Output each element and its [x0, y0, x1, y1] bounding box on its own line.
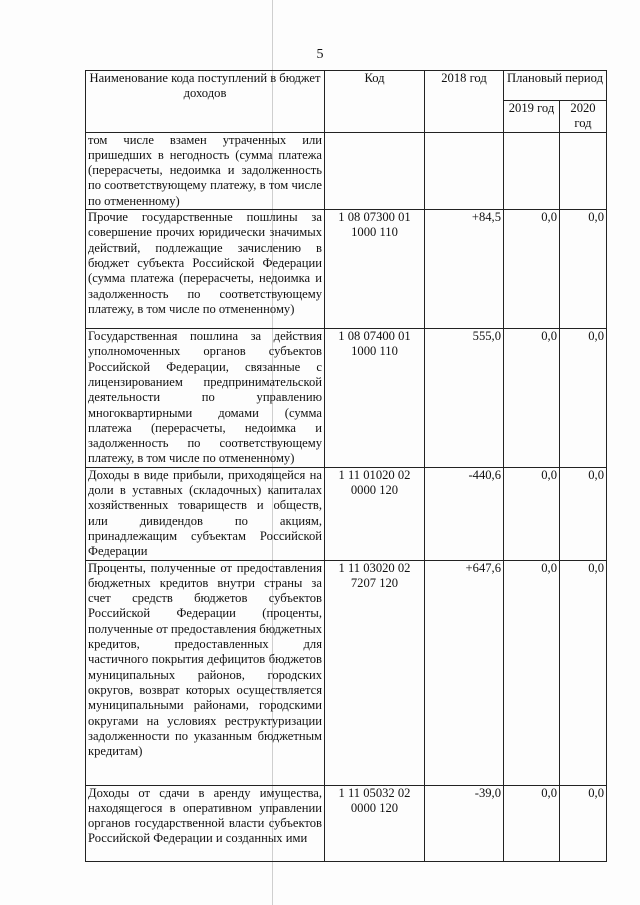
revenue-code: 1 11 01020 02 0000 120 [325, 467, 425, 560]
value-2020: 0,0 [560, 467, 607, 560]
value-2020: 0,0 [560, 329, 607, 468]
value-2019: 0,0 [504, 560, 560, 785]
value-2018: 555,0 [425, 329, 504, 468]
revenue-code [325, 132, 425, 209]
page-number: 5 [316, 47, 324, 62]
revenue-code: 1 11 03020 02 7207 120 [325, 560, 425, 785]
value-2018: -440,6 [425, 467, 504, 560]
revenue-code: 1 11 05032 02 0000 120 [325, 785, 425, 861]
value-2020: 0,0 [560, 785, 607, 861]
value-2019: 0,0 [504, 329, 560, 468]
revenue-code: 1 08 07400 01 1000 110 [325, 329, 425, 468]
value-2020: 0,0 [560, 560, 607, 785]
header-code: Код [325, 71, 425, 133]
table-row [86, 785, 607, 861]
table-row [86, 467, 607, 560]
revenue-name: Государственная пошлина за действия уполномоченных органов субъектов Российской Федерации, связанные с лицензированием предпринимательской деятельности по управлению многоквартирными домами (сумма платежа (перерасчеты, недоимка и задолженность по соответствующему платежу, в том числе по отмененному) [86, 329, 325, 468]
revenue-name: Доходы в виде прибыли, приходящейся на доли в уставных (складочных) капиталах хозяйственных товариществ и обществ, или дивидендов по акциям, принадлежащим субъектам Российской Федерации [86, 467, 325, 560]
value-2018: +647,6 [425, 560, 504, 785]
value-2019 [504, 132, 560, 209]
table-row [86, 560, 607, 785]
value-2018 [425, 132, 504, 209]
revenue-table [85, 70, 607, 862]
revenue-name: Проценты, полученные от предоставления бюджетных кредитов внутри страны за счет средств бюджетов субъектов Российской Федерации (проценты, полученные от предоставления бюджетных кредитов, предоставленных для частичного покрытия дефицитов бюджетов муниципальных районов, городских округов, возврат которых осуществляется муниципальными районами, городскими округами на условиях реструктуризации задолженности по указанным бюджетным кредитам) [86, 560, 325, 785]
table-row [86, 132, 607, 209]
value-2020: 0,0 [560, 210, 607, 329]
revenue-code: 1 08 07300 01 1000 110 [325, 210, 425, 329]
revenue-name: Прочие государственные пошлины за совершение прочих юридически значимых действий, подлежащие зачислению в бюджет субъекта Российской Федерации (сумма платежа (перерасчеты, недоимка и задолженность по соответствующему платежу, в том числе по отмененному) [86, 210, 325, 329]
header-planned-period: Плановый период [504, 71, 607, 101]
value-2019: 0,0 [504, 785, 560, 861]
value-2020 [560, 132, 607, 209]
header-2019: 2019 год [504, 101, 560, 133]
header-name: Наименование кода поступлений в бюджет доходов [86, 71, 325, 133]
value-2019: 0,0 [504, 467, 560, 560]
header-2020: 2020 год [560, 101, 607, 133]
value-2018: -39,0 [425, 785, 504, 861]
table-row [86, 329, 607, 468]
table-header-row [86, 71, 607, 101]
value-2018: +84,5 [425, 210, 504, 329]
table-row [86, 210, 607, 329]
revenue-name: Доходы от сдачи в аренду имущества, находящегося в оперативном управлении органов государственной власти субъектов Российской Федерации и созданных ими [86, 785, 325, 861]
header-2018: 2018 год [425, 71, 504, 133]
revenue-name: том числе взамен утраченных или пришедших в негодность (сумма платежа (перерасчеты, недоимка и задолженность по соответствующему платежу, в том числе по отмененному) [86, 132, 325, 209]
value-2019: 0,0 [504, 210, 560, 329]
